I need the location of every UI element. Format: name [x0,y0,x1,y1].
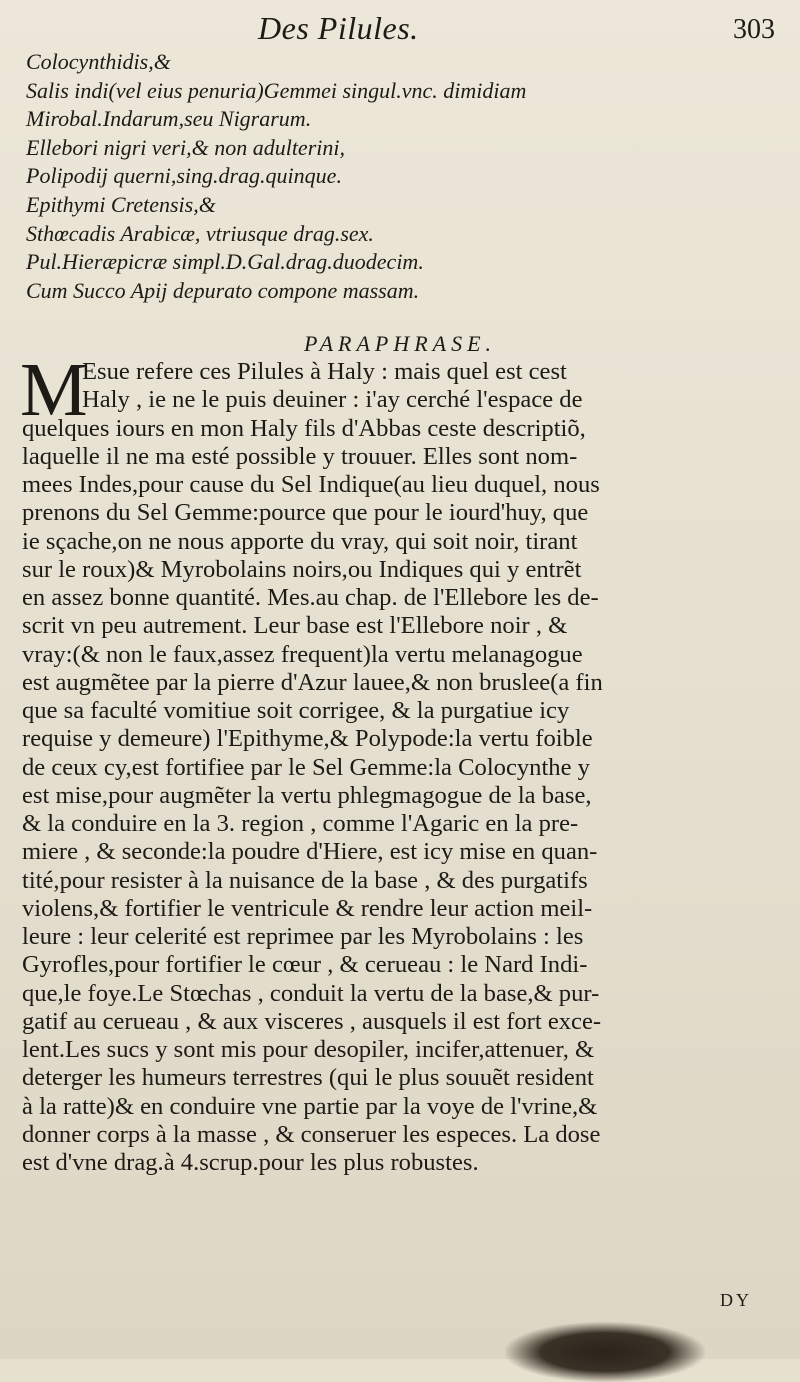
text-line: mees Indes,pour cause du Sel Indique(au lieu duquel, nous [22,471,600,498]
text-line: vray:(& non le faux,assez frequent)la vertu melanagogue [22,640,583,668]
text-line: de ceux cy,est fortifiee par le Sel Gemme:la Colocynthe y [22,753,590,781]
text-line: Haly , ie ne le puis deuiner : i'ay cerché l'espace de [82,386,583,414]
text-line: gatif au cerueau , & aux visceres , ausquels il est fort exce- [22,1007,602,1035]
text-line: que sa faculté vomitiue soit corrigee, & la purgatiue icy [22,697,570,724]
text-line: sur le roux)& Myrobolains noirs,ou Indiques qui y entrẽt [22,555,582,583]
recipe-line: Salis indi(vel eius penuria)Gemmei singul.vnc. dimidiam [26,77,527,103]
recipe-line: Sthœcadis Arabicæ, vtriusque drag.sex. [26,220,374,246]
paraphrase-text [20,348,792,1177]
text-line: est mise,pour augmẽter la vertu phlegmagogue de la base, [22,781,592,809]
page-stain [505,1322,705,1382]
text-line: est d'vne drag.à 4.scrup.pour les plus robustes. [22,1149,479,1176]
catchword: DY [720,1290,752,1310]
text-line: laquelle il ne ma esté possible y trouuer. Elles sont nom- [22,442,578,470]
recipe-line: Colocynthidis,& [26,49,171,74]
text-line: scrit vn peu autrement. Leur base est l'Ellebore noir , & [22,612,568,640]
text-line: requise y demeure) l'Epithyme,& Polypode:la vertu foible [22,725,593,753]
text-line: Esue refere ces Pilules à Haly : mais quel est cest [82,358,567,385]
recipe-line: Pul.Hieræpicræ simpl.D.Gal.drag.duodecim. [26,249,424,275]
section-heading: PARAPHRASE. [303,331,497,356]
text-line: miere , & seconde:la poudre d'Hiere, est icy mise en quan- [22,838,598,866]
text-line: tité,pour resister à la nuisance de la base , & des purgatifs [22,866,588,894]
drop-cap: M [20,348,88,432]
page-header [0,6,800,46]
recipe-list [26,48,786,305]
text-line: prenons du Sel Gemme:pource que pour le iourd'huy, que [22,499,589,527]
text-line: que,le foye.Le Stœchas , conduit la vertu de la base,& pur- [22,979,600,1007]
recipe-line: Mirobal.Indarum,seu Nigrarum. [26,106,312,132]
running-head: Des Pilules. [258,10,419,46]
text-line: & la conduire en la 3. region , comme l'Agaric en la pre- [22,810,579,837]
text-line: donner corps à la masse , & conseruer les especes. La dose [22,1120,601,1148]
recipe-line: Polipodij querni,sing.drag.quinque. [26,163,342,189]
text-line: ie sçache,on ne nous apporte du vray, qui soit noir, tirant [22,527,578,555]
text-line: deterger les humeurs terrestres (qui le plus souuẽt resident [22,1064,594,1092]
recipe-line: Epithymi Cretensis,& [26,191,216,217]
text-line: quelques iours en mon Haly fils d'Abbas ceste descriptiõ, [22,414,586,442]
text-line: à la ratte)& en conduire vne partie par la voye de l'vrine,& [22,1092,598,1120]
text-line: est augmẽtee par la pierre d'Azur lauee,& non bruslee(a fin [22,668,603,696]
text-line: violens,& fortifier le ventricule & rendre leur action meil- [22,894,593,922]
page-number: 303 [733,14,775,45]
recipe-line: Ellebori nigri veri,& non adulterini, [26,134,345,160]
recipe-line: Cum Succo Apij depurato compone massam. [26,277,420,303]
text-line: Gyrofles,pour fortifier le cœur , & cerueau : le Nard Indi- [22,951,588,979]
text-line: leure : leur celerité est reprimee par les Myrobolains : les [22,923,584,950]
text-line: lent.Les sucs y sont mis pour desopiler, incifer,attenuer, & [22,1036,595,1063]
text-line: en assez bonne quantité. Mes.au chap. de l'Ellebore les de- [22,584,599,611]
